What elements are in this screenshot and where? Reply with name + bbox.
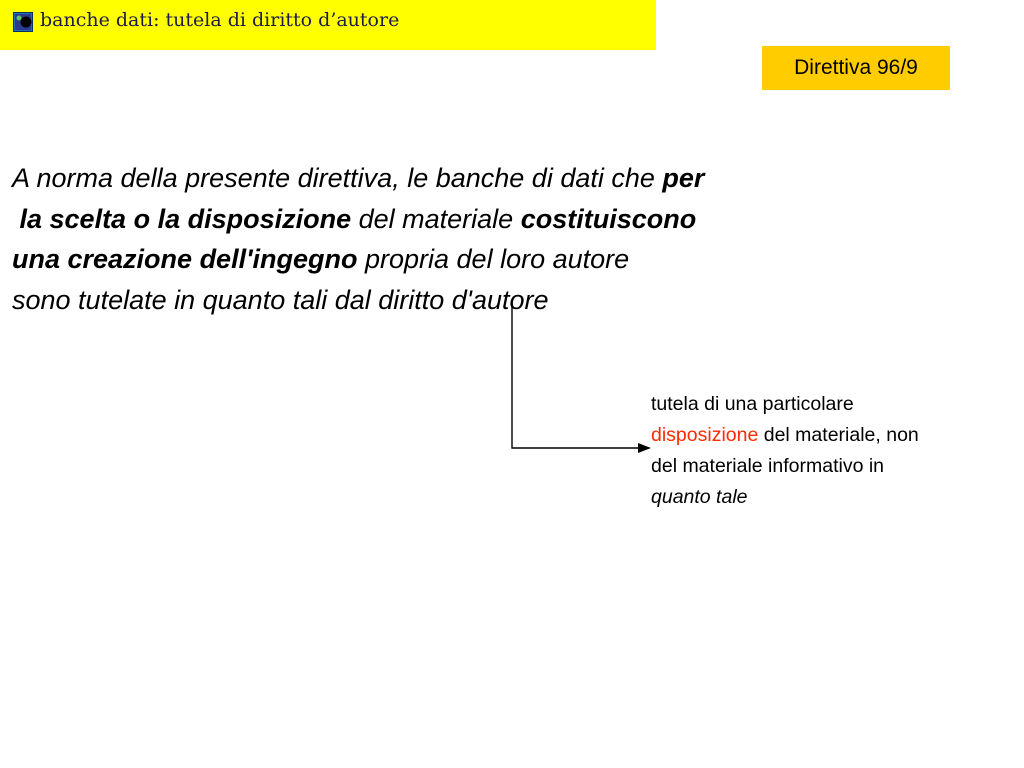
title-bar	[0, 0, 656, 50]
note-line: tutela di una particolare	[651, 393, 854, 415]
note-text: del materiale, non	[758, 424, 919, 446]
arrowhead-icon	[638, 443, 651, 453]
quote-line	[12, 199, 912, 240]
quote-text: propria del loro autore	[357, 244, 630, 274]
quote-line	[12, 280, 912, 321]
quote-text: A norma della presente direttiva, le banche di dati che	[12, 163, 663, 193]
note-line	[651, 420, 1021, 451]
quote-text: sono tutelate in quanto tali dal diritto d'autore	[12, 284, 549, 315]
directive-quote	[12, 158, 912, 320]
note-line: quanto tale	[651, 486, 748, 508]
quote-line	[12, 239, 912, 280]
bullet-icon	[13, 12, 33, 32]
quote-emphasis: per	[662, 163, 705, 193]
quote-emphasis: costituiscono	[520, 203, 697, 234]
highlight-text: disposizione	[651, 424, 759, 446]
quote-line	[12, 158, 912, 199]
connector-line	[512, 302, 640, 448]
quote-text: del materiale	[351, 203, 521, 234]
page-title: banche dati: tutela di diritto d’autore	[40, 9, 400, 31]
directive-badge	[762, 46, 950, 90]
quote-emphasis: la scelta o la disposizione	[12, 203, 352, 234]
annotation-note	[651, 389, 1021, 513]
directive-label: Direttiva 96/9	[794, 56, 918, 79]
quote-emphasis: una creazione dell'ingegno	[12, 244, 358, 274]
note-line: del materiale informativo in	[651, 455, 885, 477]
